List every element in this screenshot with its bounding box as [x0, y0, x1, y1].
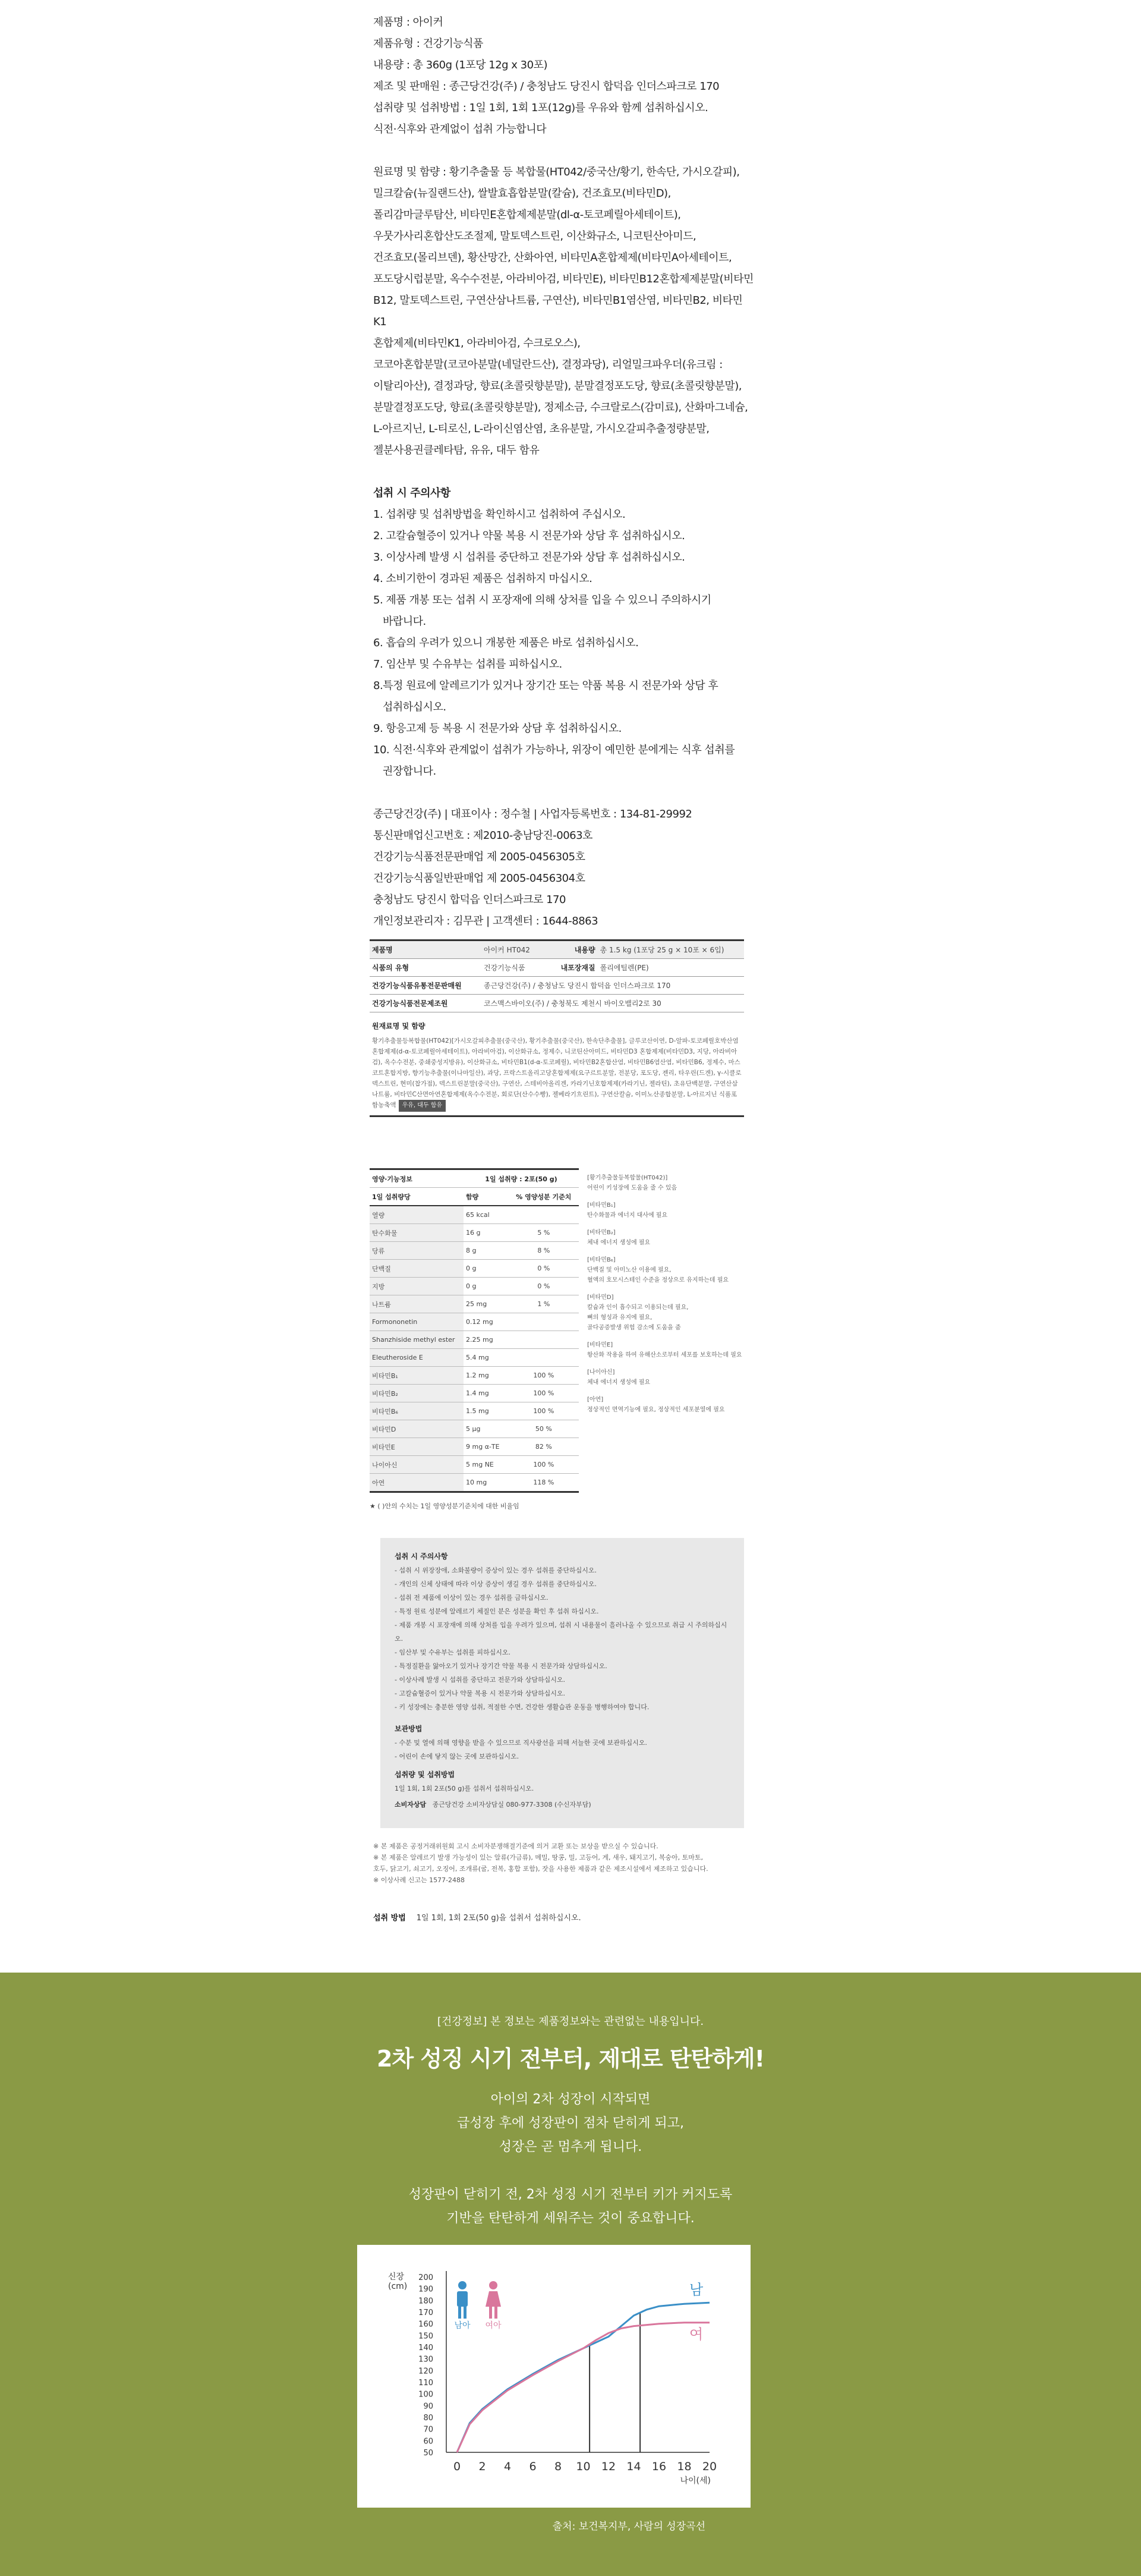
x-tick-label: 16 [651, 2460, 667, 2473]
y-tick-label: 50 [423, 2449, 433, 2458]
nutrient-amount: 1.4 mg [464, 1385, 509, 1402]
function-desc: 항산화 작용을 하여 유해산소로부터 세포를 보호하는데 필요 [587, 1352, 742, 1358]
nutrition-title: 영양·기능정보 [370, 1169, 464, 1188]
x-tick-label: 2 [478, 2460, 486, 2473]
nutrient-row [370, 1385, 579, 1402]
footnote-line: ※ 본 제품은 공정거래위원회 고시 소비자분쟁해결기준에 의거 교환 또는 보상을 받으실 수 있습니다. [373, 1842, 658, 1850]
caution-item: - 특정 원료 성분에 알레르기 체질인 분은 성분을 확인 후 섭취 하십시오. [395, 1608, 599, 1615]
function-desc: 골다공증발생 위험 감소에 도움을 줌 [587, 1325, 681, 1331]
caution-line: 8.특정 원료에 알레르기가 있거나 장기간 또는 약품 복용 시 전문가와 상담 후 [373, 680, 718, 692]
caution-line: 9. 항응고제 등 복용 시 전문가와 상담 후 섭취하십시오. [373, 722, 622, 735]
y-tick-label: 110 [418, 2379, 433, 2388]
company-line: 충청남도 당진시 합덕읍 인더스파크로 170 [373, 894, 566, 906]
storage-item: - 어린이 손에 닿지 않는 곳에 보관하십시오. [395, 1753, 519, 1760]
y-tick-label: 150 [418, 2332, 433, 2341]
function-entry [587, 1255, 744, 1285]
footnote-line: ※ 이상사례 신고는 1577-2488 [373, 1876, 465, 1884]
boy-icon [458, 2307, 461, 2319]
caution-item: - 키 성장에는 충분한 영양 섭취, 적절한 수면, 건강한 생활습관 운동을 병행하여야 합니다. [395, 1703, 650, 1711]
col-header: 함량 [464, 1188, 509, 1206]
nutrient-amount: 0 g [464, 1260, 509, 1278]
ingredient-line: B12, 말토덱스트린, 구연산삼나트륨, 구연산), 비타민B1염산염, 비타민B2, 비타민K1 [373, 294, 743, 328]
caution-item: - 고칼슘혈증이 있거나 약물 복용 시 전문가와 상담하십시오. [395, 1690, 565, 1697]
caution-box [380, 1538, 744, 1828]
x-tick-label: 12 [601, 2460, 616, 2473]
y-tick-label: 190 [418, 2285, 433, 2294]
label-key: 내포장재질 [540, 959, 598, 977]
nutrient-name: 비타민B₁ [370, 1367, 464, 1385]
product-info [373, 12, 754, 932]
legend-label: 남아 [454, 2321, 471, 2330]
info-line: 식전·식후와 관계없이 섭취 가능합니다 [373, 123, 547, 136]
nutrient-row [370, 1367, 579, 1385]
paragraph-line: 아이의 2차 성장이 시작되면 [490, 2092, 651, 2107]
nutrient-amount: 5.4 mg [464, 1349, 509, 1367]
info-line: 제품명 : 아이커 [373, 16, 443, 29]
info-line: 제조 및 판매원 : 종근당건강(주) / 충청남도 당진시 합덕읍 인더스파크로 170 [373, 80, 720, 93]
y-tick-label: 80 [423, 2414, 433, 2423]
storage-item: - 수분 및 열에 의해 영향을 받을 수 있으므로 직사광선을 피해 서늘한 곳에 보관하십시오. [395, 1739, 647, 1747]
caution-item: - 이상사례 발생 시 섭취를 중단하고 전문가와 상담하십시오. [395, 1676, 565, 1684]
nutrient-amount: 10 mg [464, 1474, 509, 1492]
x-tick-label: 0 [453, 2460, 461, 2473]
method-line-label: 섭취 방법 [373, 1914, 406, 1923]
ingredient-line: 포도당시럽분말, 옥수수전분, 아라비아검, 비타민E), 비타민B12혼합제제분말(비타민 [373, 273, 754, 285]
caution-line: 7. 임산부 및 수유부는 섭취를 피하십시오. [373, 658, 562, 671]
function-desc: 칼슘과 인이 흡수되고 이용되는데 필요, [587, 1304, 689, 1311]
footnotes [373, 1841, 754, 1886]
paragraph-line: 급성장 후에 성장판이 점차 닫히게 되고, [457, 2116, 684, 2131]
function-name: [나이아신] [587, 1369, 615, 1376]
label-value: 건강기능식품 [481, 959, 540, 977]
nutrient-row [370, 1295, 579, 1313]
caution-line: 10. 식전·식후와 관계없이 섭취가 가능하나, 위장이 예민한 분에게는 식후 섭취를 [373, 744, 735, 756]
caution-item: - 특정질환을 앓아오기 있거나 장기간 약물 복용 시 전문가와 상담하십시오. [395, 1662, 607, 1670]
info-line: 제품유형 : 건강기능식품 [373, 37, 483, 50]
nutrient-row [370, 1224, 579, 1242]
ingredient-line: 폴리감마글루탐산, 비타민E혼합제제분말(dl-α-토코페릴아세테이트), [373, 209, 681, 221]
info-line: 섭취량 및 섭취방법 : 1일 1회, 1회 1포(12g)를 우유와 함께 섭취하십시오. [373, 102, 708, 114]
company-line: 건강기능식품전문판매업 제 2005-0456305호 [373, 851, 585, 863]
label-key: 건강기능식품유통전문판매원 [370, 977, 481, 995]
company-line: 종근당건강(주) | 대표이사 : 정수철 | 사업자등록번호 : 134-81-29992 [373, 808, 692, 820]
nutrient-row [370, 1402, 579, 1420]
nutrient-amount: 1.5 mg [464, 1402, 509, 1420]
product-label [370, 939, 744, 1117]
function-entry [587, 1292, 744, 1333]
nutrient-name: 나이아신 [370, 1456, 464, 1474]
caution-line: 5. 제품 개봉 또는 섭취 시 포장재에 의해 상처를 입을 수 있으니 주의하시기 [373, 594, 711, 606]
function-name: [비타민B₂] [587, 1229, 616, 1236]
nutrient-name: 탄수화물 [370, 1224, 464, 1242]
nutrient-percent: 50 % [509, 1420, 579, 1438]
nutrient-amount: 1.2 mg [464, 1367, 509, 1385]
function-entry [587, 1228, 744, 1248]
label-info-table [370, 939, 744, 1012]
ingredient-line: 코코아혼합분말(코코아분말(네덜란드산), 결정과당), 리얼밀크파우더(유크림 : [373, 358, 723, 371]
function-name: [황기추출물등복합물(HT042)] [587, 1175, 668, 1181]
allergen-tag: 우유, 대두 함유 [399, 1100, 446, 1112]
nutrient-row [370, 1331, 579, 1349]
method-line [373, 1911, 581, 1923]
nutrient-percent: 82 % [509, 1438, 579, 1456]
y-tick-label: 160 [418, 2320, 433, 2329]
nutrient-row [370, 1260, 579, 1278]
y-axis-label: (cm) [388, 2282, 408, 2291]
series-label: 여 [689, 2326, 704, 2343]
caution-title: 섭취 시 주의사항 [373, 487, 450, 499]
ingredient-line: 분말결정포도당, 향료(초콜릿향분말), 정제소금, 수크랄로스(감미료), 산화마그네슘, [373, 401, 748, 414]
boy-icon [458, 2281, 467, 2289]
nutrient-row [370, 1242, 579, 1260]
function-name: [비타민B₁] [587, 1202, 616, 1209]
info-paragraph-1 [0, 2088, 1141, 2159]
info-subtitle: [건강정보] 본 정보는 제품정보와는 관련없는 내용입니다. [437, 2015, 704, 2028]
nutrient-row [370, 1420, 579, 1438]
y-tick-label: 70 [423, 2425, 433, 2435]
growth-chart [357, 2245, 751, 2508]
nutrient-percent: 0 % [509, 1260, 579, 1278]
nutrient-percent [509, 1206, 579, 1224]
function-name: [아연] [587, 1396, 604, 1403]
growth-info-section [0, 1973, 1141, 2576]
nutrient-percent [509, 1349, 579, 1367]
company-line: 개인정보관리자 : 김무관 | 고객센터 : 1644-8863 [373, 915, 598, 927]
nutrient-row [370, 1474, 579, 1492]
nutrient-row [370, 1313, 579, 1331]
function-entry [587, 1200, 744, 1221]
label-key: 식품의 유형 [370, 959, 481, 977]
label-value: 종근당건강(주) / 충청남도 당진시 합덕읍 인더스파크로 170 [481, 977, 744, 995]
paragraph-line: 성장은 곧 멈추게 됩니다. [499, 2140, 642, 2154]
function-name: [비타민D] [587, 1294, 614, 1301]
function-entry [587, 1395, 744, 1415]
function-desc: 체내 에너지 생성에 필요 [587, 1240, 651, 1246]
function-name: [비타민B₆] [587, 1257, 616, 1263]
x-tick-label: 20 [702, 2460, 717, 2473]
x-tick-label: 8 [554, 2460, 562, 2473]
nutrient-amount: 16 g [464, 1224, 509, 1242]
ingredient-line: 우뭇가사리혼합산도조절제, 말토덱스트린, 이산화규소, 니코틴산아미드, [373, 230, 696, 243]
y-tick-label: 100 [418, 2390, 433, 2399]
boy-icon [464, 2307, 467, 2319]
caution-line: 바랍니다. [383, 615, 426, 628]
caution-line: 2. 고칼슘혈증이 있거나 약물 복용 시 전문가와 상담 후 섭취하십시오. [373, 530, 685, 542]
nutrient-row [370, 1349, 579, 1367]
x-tick-label: 18 [677, 2460, 692, 2473]
info-paragraph-2 [0, 2183, 1141, 2231]
girl-icon [489, 2281, 497, 2289]
x-axis-label: 나이(세) [680, 2476, 711, 2486]
nutrient-percent: 8 % [509, 1242, 579, 1260]
nutrient-amount: 5 mg NE [464, 1456, 509, 1474]
footnote-line: ※ 본 제품은 알레르기 발생 가능성이 있는 알류(가금류), 메밀, 땅콩, 밀, 고등어, 게, 새우, 돼지고기, 복숭아, 토마토, [373, 1854, 703, 1861]
y-tick-label: 140 [418, 2344, 433, 2352]
growth-chart-svg [357, 2245, 751, 2508]
nutrient-name: 비타민E [370, 1438, 464, 1456]
function-desc: 탄수화물과 에너지 대사에 필요 [587, 1212, 668, 1219]
ingredient-line: 원료명 및 함량 : 황기추출물 등 복합물(HT042/중국산/황기, 한속단, 가시오갈피), [373, 166, 740, 178]
nutrient-amount: 0 g [464, 1278, 509, 1295]
method-text: 1일 1회, 1회 2포(50 g)를 섭취서 섭취하십시오. [395, 1785, 534, 1792]
nutrient-name: 비타민D [370, 1420, 464, 1438]
caution-item: - 섭취 전 제품에 이상이 있는 경우 섭취를 금하십시오. [395, 1594, 549, 1602]
caution-line: 4. 소비기한이 경과된 제품은 섭취하지 마십시오. [373, 573, 592, 585]
series-line-girl [457, 2323, 710, 2452]
caution-box-title: 섭취 시 주의사항 [395, 1552, 448, 1561]
ingredient-line: 밀크칼슘(뉴질랜드산), 쌀발효흡합분말(칼슘), 건조효모(비타민D), [373, 187, 671, 200]
nutrient-percent [509, 1313, 579, 1331]
boy-icon [457, 2291, 468, 2307]
y-tick-label: 90 [423, 2402, 433, 2411]
nutrient-name: 단백질 [370, 1260, 464, 1278]
x-tick-label: 6 [529, 2460, 537, 2473]
ingredient-line: 이탈리아산), 결정과당, 향료(초콜릿향분말), 분말결정포도당, 향료(초콜릿향분말), [373, 380, 742, 392]
nutrient-row [370, 1278, 579, 1295]
label-key: 건강기능식품전문제조원 [370, 995, 481, 1012]
nutrient-name: 열량 [370, 1206, 464, 1224]
y-tick-label: 130 [418, 2355, 433, 2364]
function-desc: 뼈의 형성과 유지에 필요, [587, 1314, 653, 1321]
ingredient-line: 혼합제제(비타민K1, 아라비아검, 수크로오스), [373, 337, 581, 350]
info-title: 2차 성징 시기 전부터, 제대로 탄탄하게! [377, 2046, 764, 2072]
nutrition-footnote: ★ ( )안의 수치는 1일 영양성분기준치에 대한 비율임 [370, 1502, 519, 1510]
consult-text: 종근당건강 소비자상담실 080-977-3308 (수신자부담) [432, 1801, 591, 1808]
caution-item: - 개인의 신체 상태에 따라 이상 증상이 생길 경우 섭취를 중단하십시오. [395, 1580, 597, 1588]
nutrient-name: 당류 [370, 1242, 464, 1260]
nutrient-amount: 25 mg [464, 1295, 509, 1313]
label-key: 제품명 [370, 941, 481, 959]
function-desc: 정상적인 면역기능에 필요, 정상적인 세포분열에 필요 [587, 1407, 725, 1413]
method-title: 섭취량 및 섭취방법 [395, 1770, 455, 1779]
nutrient-row [370, 1206, 579, 1224]
function-desc: 단백질 및 아미노산 이용에 필요, [587, 1267, 672, 1273]
ingredient-line: 젤분사용권클레타탐, 유유, 대두 함유 [373, 444, 540, 457]
caution-line: 1. 섭취량 및 섭취방법을 확인하시고 섭취하여 주십시오. [373, 508, 626, 521]
x-tick-label: 10 [576, 2460, 591, 2473]
label-value: 아이커 HT042 [481, 941, 540, 959]
company-line: 건강기능식품일반판매업 제 2005-0456304호 [373, 872, 585, 885]
function-name: [비타민E] [587, 1342, 613, 1348]
nutrient-amount: 2.25 mg [464, 1331, 509, 1349]
nutrient-percent: 100 % [509, 1456, 579, 1474]
nutrient-amount: 8 g [464, 1242, 509, 1260]
chart-source: 출처: 보건복지부, 사람의 성장곡선 [552, 2521, 705, 2533]
caution-item: - 섭취 시 위장장애, 소화불량이 증상이 있는 경우 섭취를 중단하십시오. [395, 1567, 597, 1574]
method-line-value: 1일 1회, 1회 2포(50 g)을 섭취서 섭취하십시오. [416, 1914, 581, 1923]
nutrient-amount: 65 kcal [464, 1206, 509, 1224]
paragraph-line: 기반을 탄탄하게 세워주는 것이 중요합니다. [446, 2211, 695, 2226]
raw-title: 원재료명 및 함량 [372, 1022, 425, 1030]
raw-text: 황기추출물등복합물(HT042)[가시오갈피추출물(중국산), 황기추출물(중국산), 한속단추출물], 글루코산이연, D-알파-토코페릴호박산염혼합제제(d-α-토코페릴아세테이트), 아라비아검), 이산화규소, 정제수, 니코틴산아미드, 비타민D3 혼합제제(비타민D3, 지당, 아라비아검), 옥수수전분, 중쇄중성지방유), 이산화규소, 비타민B1(d-α-토코페릴), 비타민B2혼합산염, 비타민B6염산염, 비타민B6, 정제수, 마스코트혼합지방, 향기능추출물(이나마일산), 과당, 프락스트올리고당혼합제제(요구르트분말, 전분당, 포도당, 젠리, 타우린(드겐), γ-시클로덱스트린, 현미(찹가점), 덱스트린분말(중국산), 구연산, 스테비아올리겐, 카라기닌호합제제(카라기닌, 젤라틴), 초유단백분말, 구연산삼나트륨, 비타민C산면아연혼합제제(옥수수전분, 회로단(산수수빵), 젤베라기흐린트), 구연산칼슘, 이미노산종합분말, L-아르지닌 식품포함농축액 [372, 1037, 742, 1109]
ingredient-line: L-아르지닌, L-티로신, L-라이신염산염, 초유분말, 가시오갈피추출정량분말, [373, 423, 710, 435]
serving-size: 1일 섭취량 : 2포(50 g) [464, 1169, 579, 1188]
y-axis-label: 신장 [388, 2272, 405, 2282]
nutrient-row [370, 1438, 579, 1456]
nutrient-percent: 1 % [509, 1295, 579, 1313]
function-desc: 어린이 키성장에 도움을 줄 수 있음 [587, 1185, 677, 1191]
girl-icon [494, 2307, 497, 2319]
nutrient-percent: 5 % [509, 1224, 579, 1242]
consult-label: 소비자상담 [395, 1801, 427, 1808]
nutrient-percent: 100 % [509, 1367, 579, 1385]
paragraph-line: 성장판이 닫히기 전, 2차 성징 시기 전부터 키가 커지도록 [408, 2187, 733, 2202]
function-desc: 혈액의 호모시스테인 수준을 정상으로 유지하는데 필요 [587, 1277, 729, 1284]
nutrient-name: 지방 [370, 1278, 464, 1295]
caution-item: - 제품 개봉 시 포장재에 의해 상처를 입을 우려가 있으며, 섭취 시 내용물이 흘러나올 수 있으므로 취급 시 주의하십시오. [395, 1621, 727, 1643]
info-line: 내용량 : 총 360g (1포당 12g x 30포) [373, 59, 547, 71]
storage-title: 보관방법 [395, 1725, 423, 1733]
label-key: 내용량 [540, 941, 598, 959]
nutrient-name: 나트륨 [370, 1295, 464, 1313]
nutrient-percent: 100 % [509, 1402, 579, 1420]
y-tick-label: 170 [418, 2308, 433, 2317]
function-entry [587, 1173, 744, 1193]
label-value: 폴리에틸렌(PE) [598, 959, 744, 977]
function-entry [587, 1340, 744, 1360]
footnote-line: 호두, 닭고기, 쇠고기, 오징어, 조개류(굴, 전복, 홍합 포함), 잣을 사용한 제품과 같은 제조시설에서 제조하고 있습니다. [373, 1865, 708, 1873]
nutrient-name: Formononetin [370, 1313, 464, 1331]
nutrient-name: Eleutheroside E [370, 1349, 464, 1367]
girl-icon [489, 2307, 492, 2319]
company-line: 통신판매업신고번호 : 제2010-충남당진-0063호 [373, 829, 592, 842]
nutrient-percent: 118 % [509, 1474, 579, 1492]
x-tick-label: 14 [626, 2460, 641, 2473]
label-value: 총 1.5 kg (1포당 25 g × 10포 × 6입) [598, 941, 744, 959]
function-list [587, 1173, 744, 1422]
raw-materials [370, 1012, 744, 1117]
y-tick-label: 180 [418, 2297, 433, 2306]
ingredient-line: 건조효모(몰리브덴), 황산망간, 산화아연, 비타민A혼합제제(비타민A아세테이트, [373, 251, 732, 264]
function-entry [587, 1367, 744, 1388]
function-desc: 체내 에너지 생성에 필요 [587, 1379, 651, 1386]
nutrient-amount: 0.12 mg [464, 1313, 509, 1331]
nutrition-table [370, 1168, 579, 1493]
y-tick-label: 60 [423, 2437, 433, 2446]
caution-line: 권장합니다. [383, 765, 436, 778]
caution-line: 3. 이상사례 발생 시 섭취를 중단하고 전문가와 상담 후 섭취하십시오. [373, 551, 685, 564]
nutrient-amount: 5 μg [464, 1420, 509, 1438]
caution-line: 6. 흡습의 우려가 있으니 개봉한 제품은 바로 섭취하십시오. [373, 637, 639, 649]
caution-line: 섭취하십시오. [383, 701, 446, 713]
nutrient-row [370, 1456, 579, 1474]
nutrient-percent: 100 % [509, 1385, 579, 1402]
y-tick-label: 200 [418, 2273, 433, 2282]
nutrient-percent: 0 % [509, 1278, 579, 1295]
label-value: 코스맥스바이오(주) / 충청북도 제천시 바이오밸리2로 30 [481, 995, 744, 1012]
nutrient-amount: 9 mg α-TE [464, 1438, 509, 1456]
x-tick-label: 4 [503, 2460, 512, 2473]
legend-label: 여아 [485, 2321, 502, 2330]
col-header: 1일 섭취량당 [370, 1188, 464, 1206]
nutrient-name: 비타민B₂ [370, 1385, 464, 1402]
y-tick-label: 120 [418, 2367, 433, 2376]
nutrient-name: 아연 [370, 1474, 464, 1492]
girl-icon [486, 2291, 501, 2307]
nutrient-name: 비타민B₆ [370, 1402, 464, 1420]
nutrient-percent [509, 1331, 579, 1349]
col-header: % 영양성분 기준치 [509, 1188, 579, 1206]
nutrient-name: Shanzhiside methyl ester [370, 1331, 464, 1349]
series-label: 남 [689, 2281, 704, 2298]
caution-item: - 임산부 및 수유부는 섭취를 피하십시오. [395, 1649, 510, 1656]
